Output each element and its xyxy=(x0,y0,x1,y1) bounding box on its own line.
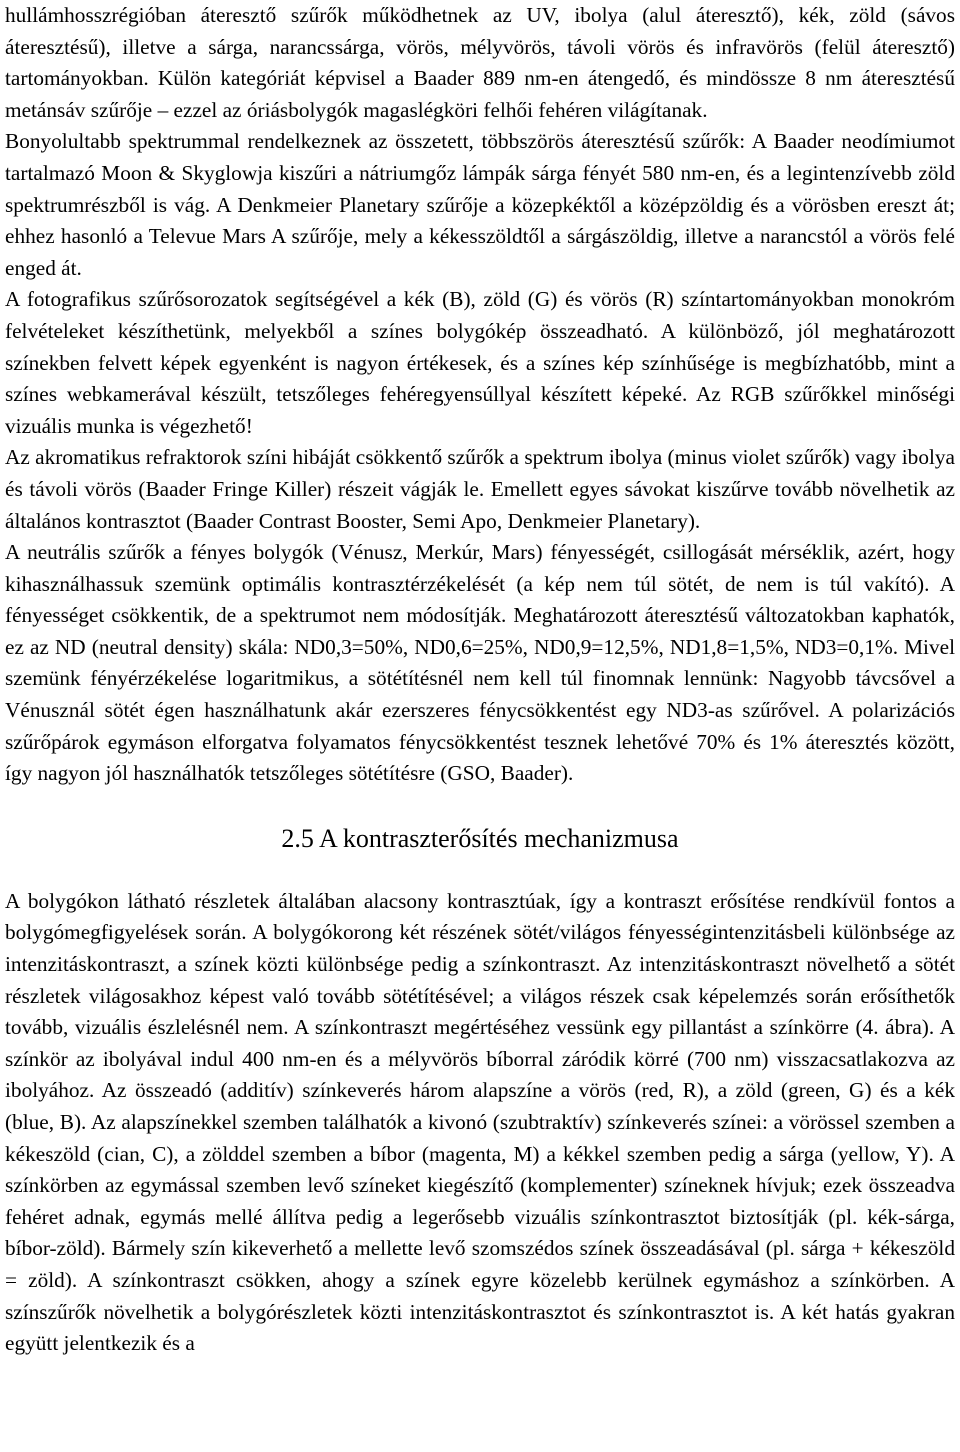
paragraph-neutral-filters: A neutrális szűrők a fényes bolygók (Vénusz, Merkúr, Mars) fényességét, csillogását mérséklik, azért, hogy kihasználhassuk szemünk optimális kontrasztérzékelését (a kép nem túl sötét, de nem is túl vakító). A fényességet csökkentik, de a spektrumot nem módosítják. Meghatározott áteresztésű változatokban kaphatók, ez az ND (neutral density) skála: ND0,3=50%, ND0,6=25%, ND0,9=12,5%, ND1,8=1,5%, ND3=0,1%. Mivel szemünk fényérzékelése logaritmikus, a sötétítésnél nem kell túl finomnak lennünk: Nagyobb távcsővel a Vénusznál sötét égen használhatunk akár ezerszeres fénycsökkentést egy ND3-as szűrővel. A polarizációs szűrőpárok egymáson elforgatva folyamatos fénycsökkentést tesznek lehetővé 70% és 1% áteresztés között, így nagyon jól használhatók tetszőleges sötétítésre (GSO, Baader). xyxy=(5,540,955,786)
paragraph-rgb-filters: A fotografikus szűrősorozatok segítségével a kék (B), zöld (G) és vörös (R) színtartományokban monokróm felvételeket készíthetünk, melyekből a színes bolygókép összeadható. A különböző, jól meghatározott színekben felvett képek egyenként is nagyon értékesek, és a színes kép színhűsége is megbízhatóbb, mint a színes webkamerával készült, tetszőleges fehéregyensúllyal készített képeké. Az RGB szűrőkkel minőségi vizuális munka is végezhető! xyxy=(5,287,955,438)
paragraph-achromat-filters: Az akromatikus refraktorok színi hibáját csökkentő szűrők a spektrum ibolya (minus violet szűrők) vagy ibolya és távoli vörös (Baader Fringe Killer) részeit vágják le. Emellett egyes sávokat kiszűrve tovább növelhetik az általános kontrasztot (Baader Contrast Booster, Semi Apo, Denkmeier Planetary). xyxy=(5,445,955,533)
section-heading xyxy=(5,823,955,855)
paragraph-contrast-mechanism: A bolygókon látható részletek általában alacsony kontrasztúak, így a kontraszt erősítése rendkívül fontos a bolygómegfigyelések során. A bolygókorong két részének sötét/világos fényességintenzitásbeli különbsége az intenzitáskontraszt, a színek közti különbsége pedig a színkontraszt. Az intenzitáskontraszt növelhető a sötét részletek világosakhoz képest való tovább sötétítésével; a világos részek csak képelemzés során erősíthetők tovább, vizuális észlelésnél nem. A színkontraszt megértéséhez vessünk egy pillantást a színkörre (4. ábra). A színkör az ibolyával indul 400 nm-en és a mélyvörös bíborral záródik körré (700 nm) visszacsatlakozva az ibolyához. Az összeadó (additív) színkeverés három alapszíne a vörös (red, R), a zöld (green, G) és a kék (blue, B). Az alapszínekkel szemben találhatók a kivonó (szubtraktív) színkeverés színei: a vörössel szemben a kékeszöld (cian, C), a zölddel szemben a bíbor (magenta, M) a kékkel szemben pedig a sárga (yellow, Y). A színkörben az egymással szemben levő színeket kiegészítő (komplementer) színeknek hívjuk; ezek összeadva fehéret adnak, egymás mellé állítva pedig a legerősebb vizuális színkontrasztot biztosítják (pl. kék-sárga, bíbor-zöld). Bármely szín kikeverhető a mellette levő szomszédos színek összeadásával (pl. sárga + kékeszöld = zöld). A színkontraszt csökken, ahogy a színek egyre közelebb kerülnek egymáshoz a színkörben. A színszűrők növelhetik a bolygórészletek közti intenzitáskontrasztot és színkontrasztot is. A két hatás gyakran együtt jelentkezik és a xyxy=(5,888,955,1356)
paragraph-filter-ranges: hullámhosszrégióban áteresztő szűrők működhetnek az UV, ibolya (alul áteresztő), kék, zöld (sávos áteresztésű), illetve a sárga, narancssárga, vörös, mélyvörös, távoli vörös és infravörös (felül áteresztő) tartományokban. Külön kategóriát képvisel a Baader 889 nm-en átengedő, és mindössze 8 nm áteresztésű metánsáv szűrője – ezzel az óriásbolygók magaslégköri felhői fehéren világítanak. xyxy=(5,3,955,122)
document-page xyxy=(5,0,955,1360)
section-title: A kontraszterősítés mechanizmusa xyxy=(319,823,679,853)
section-number: 2.5 xyxy=(281,823,314,853)
paragraph-multiband-filters: Bonyolultabb spektrummal rendelkeznek az összetett, többszörös áteresztésű szűrők: A Baader neodímiumot tartalmazó Moon & Skyglowja kiszűri a nátriumgőz lámpák sárga fényét 580 nm-en, és a legintenzívebb zöld spektrumrészből is vág. A Denkmeier Planetary szűrője a közepkéktől a középzöldig és a vörösben ereszt át; ehhez hasonló a Televue Mars A szűrője, mely a kékesszöldtől a sárgászöldig, illetve a narancstól a vörös felé enged át. xyxy=(5,129,955,280)
